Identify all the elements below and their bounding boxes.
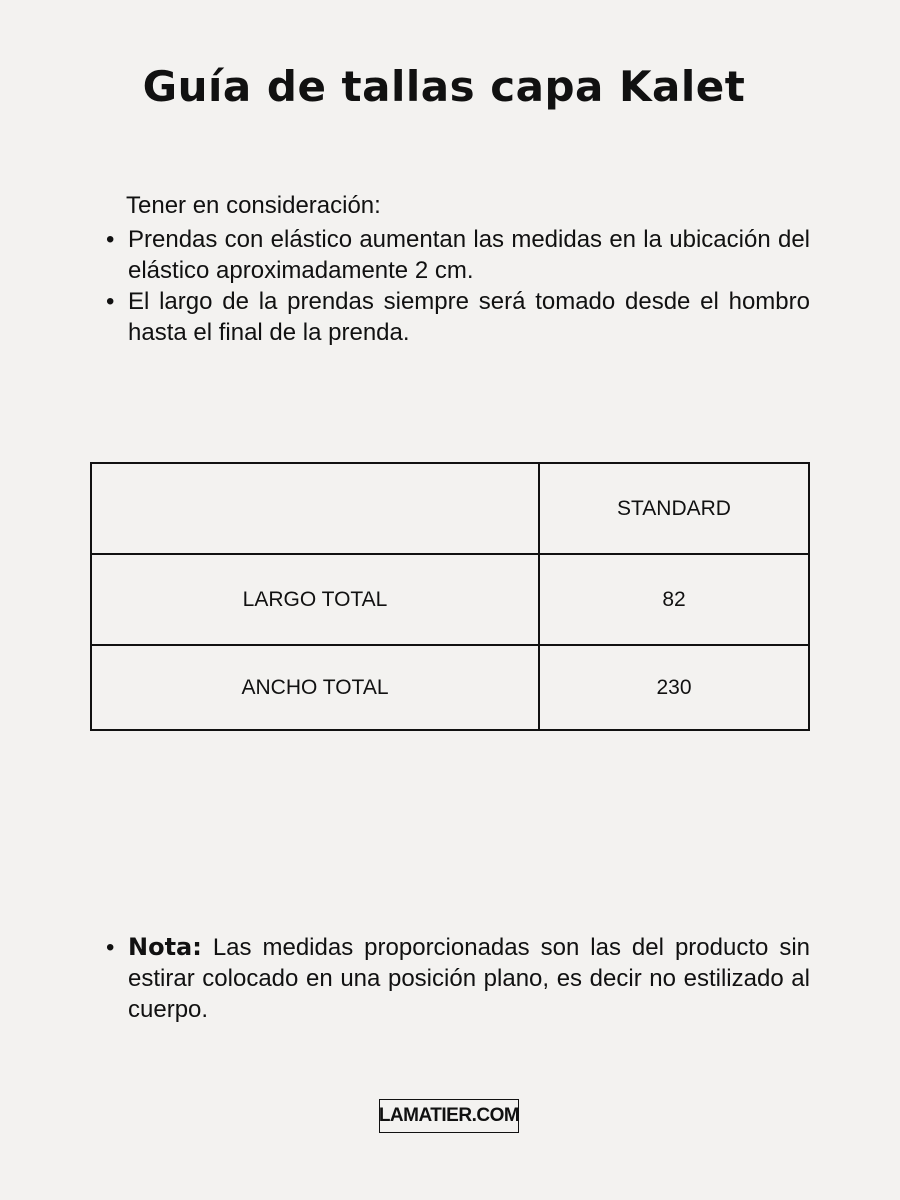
note-list (104, 932, 810, 1025)
table-row (91, 645, 809, 730)
list-item-text: El largo de la prendas siempre será tomado desde el hombro hasta el final de la prenda. (128, 288, 810, 346)
table-header-standard: STANDARD (539, 463, 809, 554)
considerations-list (104, 224, 810, 348)
size-table (90, 462, 810, 731)
bullet-icon: • (106, 934, 115, 961)
considerations-heading: Tener en consideración: (126, 192, 381, 219)
row-value: 82 (539, 554, 809, 645)
bullet-icon: • (106, 226, 115, 253)
brand-footer (379, 1099, 519, 1133)
list-item (104, 286, 810, 348)
note-text: Las medidas proporcionadas son las del producto sin estirar colocado en una posición plano, es decir no estilizado al cuerpo. (128, 934, 810, 1023)
table-header-empty (91, 463, 539, 554)
row-value: 230 (539, 645, 809, 730)
row-label: ANCHO TOTAL (91, 645, 539, 730)
note-label: Nota: (128, 933, 202, 961)
table-row (91, 554, 809, 645)
list-item-text: Prendas con elástico aumentan las medidas en la ubicación del elástico aproximadamente 2 cm. (128, 226, 810, 284)
row-label: LARGO TOTAL (91, 554, 539, 645)
brand-text: LAMATIER.COM (378, 1105, 520, 1126)
table-header-row (91, 463, 809, 554)
bullet-icon: • (106, 288, 115, 315)
page-title: Guía de tallas capa Kalet (142, 62, 746, 111)
list-item (104, 224, 810, 286)
note-item (104, 932, 810, 1025)
